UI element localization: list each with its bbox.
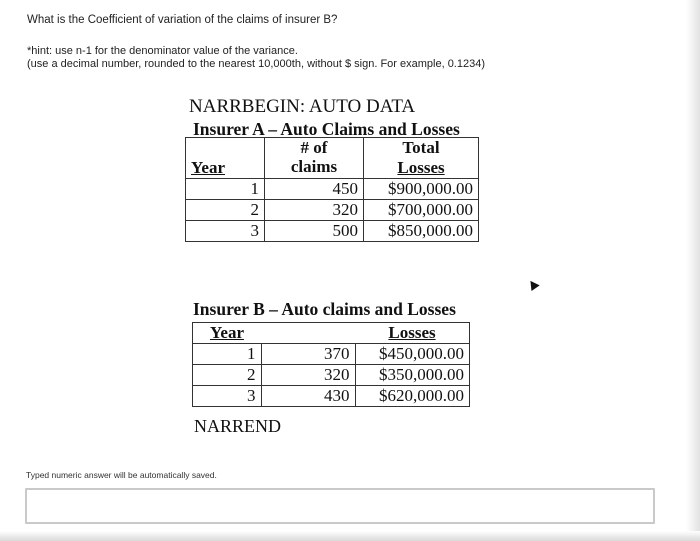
- narr-end-label: NARREND: [194, 416, 282, 436]
- table-row: [193, 365, 470, 386]
- table-row: [186, 221, 479, 242]
- claims-cell: 450: [265, 179, 364, 200]
- mouse-pointer-icon: [526, 278, 539, 291]
- claims-header-cell: [265, 138, 364, 179]
- losses-cell: $700,000.00: [364, 200, 479, 221]
- autosave-note: Typed numeric answer will be automatically saved.: [26, 470, 217, 480]
- losses-cell: $350,000.00: [355, 365, 470, 386]
- losses-header: Losses: [397, 158, 445, 177]
- total-header: Total: [402, 138, 440, 157]
- year-header-cell: [186, 138, 265, 179]
- hint-line-2: (use a decimal number, rounded to the nearest 10,000th, without $ sign. For example, 0.1234): [27, 58, 485, 70]
- year-header: Year: [210, 323, 244, 342]
- table-header-row: [193, 323, 470, 344]
- insurer-b-title: Insurer B – Auto claims and Losses: [193, 299, 456, 319]
- page-edge-shadow: [686, 0, 700, 541]
- page-bottom-shadow: [0, 531, 700, 541]
- claims-cell: 320: [261, 365, 355, 386]
- year-cell: 3: [186, 221, 265, 242]
- losses-cell: $850,000.00: [364, 221, 479, 242]
- hint-line-1: *hint: use n-1 for the denominator value of the variance.: [27, 45, 298, 57]
- insurer-a-table: [185, 137, 479, 242]
- claims-header-top: # of: [300, 138, 328, 157]
- insurer-b-table: [192, 322, 470, 407]
- claims-cell: 500: [265, 221, 364, 242]
- losses-cell: $450,000.00: [355, 344, 470, 365]
- year-cell: 1: [186, 179, 265, 200]
- year-header-cell: [193, 323, 262, 344]
- year-cell: 2: [186, 200, 265, 221]
- narr-begin-label: NARRBEGIN: AUTO DATA: [189, 96, 416, 117]
- year-cell: 3: [193, 386, 262, 407]
- claims-header-cell: [261, 323, 355, 344]
- losses-header-cell: [355, 323, 470, 344]
- losses-header: Losses: [388, 323, 436, 342]
- table-header-row: [186, 138, 479, 179]
- table-row: [186, 200, 479, 221]
- claims-cell: 430: [261, 386, 355, 407]
- claims-header-bottom: claims: [290, 157, 338, 176]
- insurer-a-title: Insurer A – Auto Claims and Losses: [193, 119, 460, 139]
- losses-header-cell: [364, 138, 479, 179]
- question-text: What is the Coefficient of variation of the claims of insurer B?: [27, 14, 338, 26]
- table-row: [193, 344, 470, 365]
- year-header: Year: [191, 158, 225, 177]
- table-row: [193, 386, 470, 407]
- answer-input[interactable]: [25, 488, 655, 524]
- claims-cell: 370: [261, 344, 355, 365]
- year-cell: 1: [193, 344, 262, 365]
- year-cell: 2: [193, 365, 262, 386]
- claims-cell: 320: [265, 200, 364, 221]
- losses-cell: $620,000.00: [355, 386, 470, 407]
- table-row: [186, 179, 479, 200]
- losses-cell: $900,000.00: [364, 179, 479, 200]
